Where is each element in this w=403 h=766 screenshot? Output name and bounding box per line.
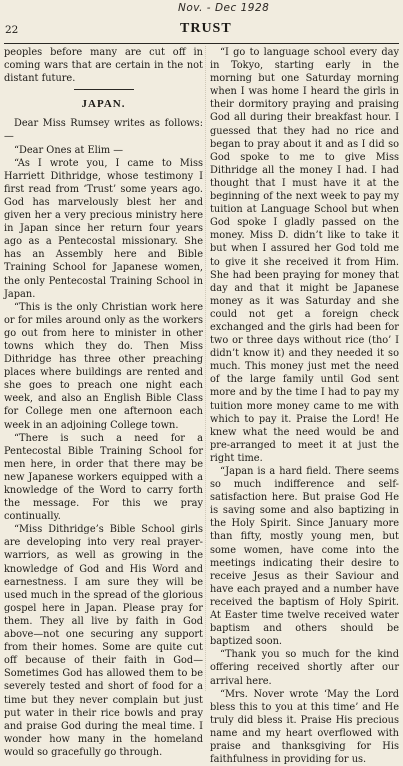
letter-paragraph: “Mrs. Nover wrote ‘May the Lord bless this to you at this time’ and He truly did bless it. Praise His precious name and my heart overflowed with praise and thanksgiving for His faithfulness in providing for us. xyxy=(210,688,399,766)
right-column xyxy=(210,46,399,766)
letter-paragraph: “There is such a need for a Pentecostal Bible Training School for men here, in order that there may be new Japanese workers equipped with a knowledge of the Word to carry forth the message. For this we pray continually. xyxy=(4,432,203,523)
letter-paragraph: “I go to language school every day in Tokyo, starting early in the morning but one Saturday morning when I was home I heard the girls in their dormitory praying and praising God all during their breakfast hour. I guessed that they had no rice and began to pray about it and as I did so God spoke to me to give Miss Dithridge all the money I had. I had thought that I must have it at the beginning of the next week to pay my tuition at Language School but when God spoke I gladly passed on the money. Miss D. didn’t like to take it but when I assured her God told me to give it she received it from Him. She had been praying for money that day and that it might be Japanese money as it was Saturday and she could not get a foreign check exchanged and the girls had been for two or three days without rice (tho’ I didn’t know it) and they needed it so much. This money just met the need of the large family until God sent more and by the time I had to pay my tuition more money came to me with which to pay it. Praise the Lord! He knew what the need would be and pre-arranged to meet it at just the right time. xyxy=(210,47,399,464)
letter-paragraph: “Thank you so much for the kind offering received shortly after our arrival here. xyxy=(210,649,399,687)
letter-salutation: “Dear Ones at Elim — xyxy=(14,144,124,156)
header-rule xyxy=(4,43,399,44)
section-divider xyxy=(74,89,134,90)
letter-paragraph: “As I wrote you, I came to Miss Harriett Dithridge, whose testimony I first read from ‘Trust’ some years ago. God has marvelously blest her and given her a very precious ministry here in Japan since her return four years ago as a Pentecostal missionary. She has an Assembly here and Bible Training School for Japanese women, the only Pentecostal Training School in Japan. xyxy=(4,157,203,300)
letter-paragraph: “Japan is a hard field. There seems so much indifference and self-satisfaction here. But praise God He is saving some and also baptizing in the Holy Spirit. Since January more than fifty, mostly young men, but some women, have come into the meetings indicating their desire to receive Jesus as their Saviour and have each prayed and a number have received the baptism of Holy Spirit. At Easter time twelve received water baptism and others should be baptized soon. xyxy=(210,466,399,648)
running-title: TRUST xyxy=(180,21,232,36)
column-gutter xyxy=(205,46,207,691)
letter-paragraph: “Miss Dithridge’s Bible School girls are developing into very real prayer-warriors, as well as growing in the knowledge of God and His Word and earnestness. I am sure they will be used much in the spread of the glorious gospel here in Japan. Please pray for them. They all live by faith in God above—not one securing any support from their homes. Some are quite cut off because of their faith in God—Sometimes God has allowed them to be severely tested and short of food for a time but they never complain but just put water in their rice bowls and pray and praise God during the meal time. I wonder how many in the homeland would so gracefully go through. xyxy=(4,524,203,758)
left-column xyxy=(4,46,203,759)
handwritten-date-annotation: Nov. - Dec 1928 xyxy=(178,2,270,14)
letter-paragraph: “This is the only Christian work here or for miles around only as the workers go out from here to minister in other towns which they do. Then Miss Dithridge has three other preaching places where buildings are rented and she goes to preach one night each week, and also an English Bible Class for College men one afternoon each week in an adjoining College town. xyxy=(4,301,203,431)
section-heading: JAPAN. xyxy=(81,98,126,111)
page-header xyxy=(0,21,403,40)
intro-paragraph: peoples before many are cut off in coming wars that are certain in the not distant future. xyxy=(4,47,203,85)
page-number: 22 xyxy=(5,24,19,36)
letter-introduction: Dear Miss Rumsey writes as follows:— xyxy=(4,118,203,143)
